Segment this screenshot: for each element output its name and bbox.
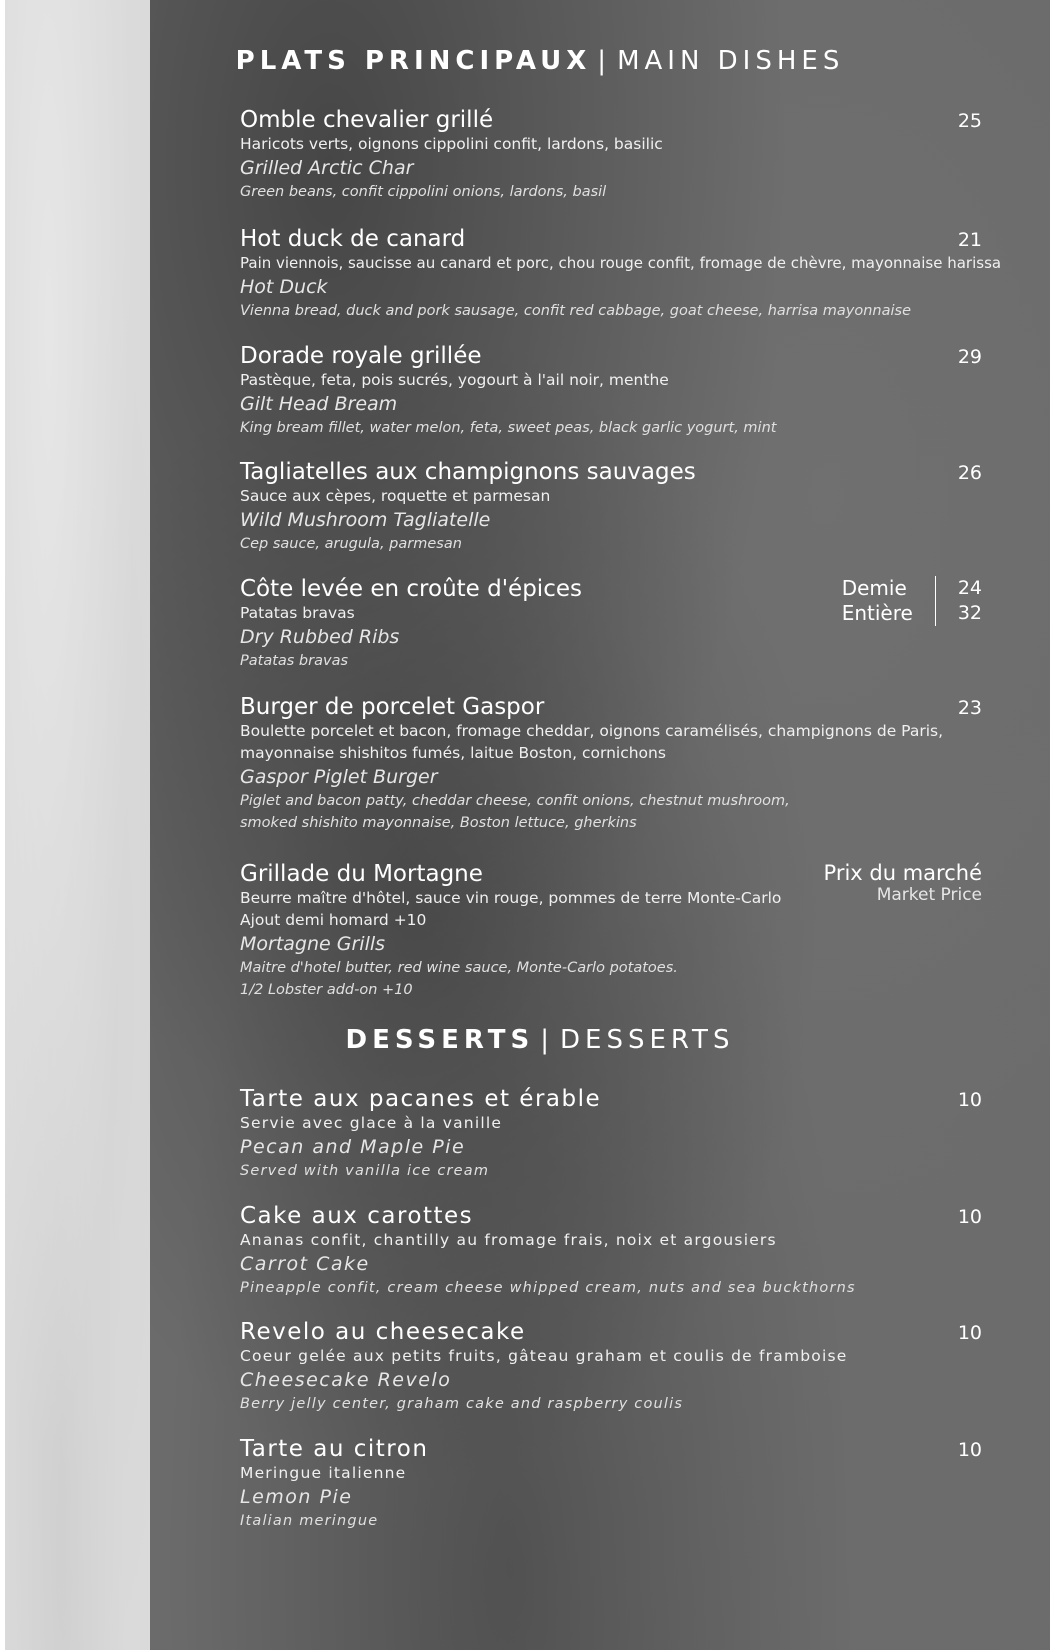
desserts-heading-en: DESSERTS (560, 1025, 735, 1055)
portion-labels (842, 576, 935, 626)
item-description: Ajout demi homard +10 (240, 911, 427, 929)
item-name-en: Mortagne Grills (240, 933, 386, 955)
item-name: Omble chevalier grillé (240, 107, 494, 133)
item-price: 29 (957, 346, 982, 368)
dessert-item-revelo (240, 1319, 982, 1415)
main-heading-fr: PLATS PRINCIPAUX (235, 46, 592, 76)
item-price: 10 (957, 1439, 982, 1461)
split-price (842, 576, 982, 626)
item-description: Pastèque, feta, pois sucrés, yogourt à l'ail noir, menthe (240, 371, 669, 389)
item-description-en: King bream fillet, water melon, feta, sweet peas, black garlic yogurt, mint (240, 420, 777, 436)
item-price: 10 (957, 1089, 982, 1111)
item-name-en: Lemon Pie (240, 1486, 353, 1508)
item-price: 25 (957, 110, 982, 132)
market-price (824, 861, 982, 905)
item-name: Grillade du Mortagne (240, 861, 483, 887)
item-description: Boulette porcelet et bacon, fromage cheddar, oignons caramélisés, champignons de Paris, (240, 722, 944, 740)
portion-label-half: Demie (841, 576, 907, 600)
item-description: Ananas confit, chantilly au fromage frais, noix et argousiers (240, 1231, 777, 1249)
item-name: Tarte aux pacanes et érable (240, 1086, 602, 1112)
item-price: 23 (957, 697, 982, 719)
desserts-heading-separator: | (540, 1025, 554, 1055)
portion-prices (936, 576, 982, 626)
item-name-en: Pecan and Maple Pie (240, 1136, 466, 1158)
item-name: Dorade royale grillée (240, 343, 482, 369)
item-name-en: Dry Rubbed Ribs (240, 626, 400, 648)
item-price: 26 (957, 462, 982, 484)
dessert-item-cake-carottes (240, 1203, 982, 1299)
item-description-en: Piglet and bacon patty, cheddar cheese, confit onions, chestnut mushroom, (240, 793, 790, 809)
main-dishes-heading (150, 46, 930, 76)
main-heading-separator: | (597, 46, 612, 76)
item-description-en: Italian meringue (240, 1513, 379, 1529)
menu-item-grillade (240, 861, 982, 1001)
item-description: Patatas bravas (240, 604, 355, 622)
item-name: Tarte au citron (240, 1436, 429, 1462)
item-name: Cake aux carottes (240, 1203, 474, 1229)
menu-panel (150, 0, 1050, 1650)
item-description-en: Green beans, confit cippolini onions, lardons, basil (240, 184, 607, 200)
main-heading-en: MAIN DISHES (617, 46, 845, 76)
dessert-item-tarte-pacanes (240, 1086, 982, 1182)
item-description-en: smoked shishito mayonnaise, Boston lettuce, gherkins (240, 815, 637, 831)
menu-item-tagliatelles (240, 459, 982, 555)
item-description: Haricots verts, oignons cippolini confit, lardons, basilic (240, 135, 663, 153)
item-description-en: Patatas bravas (240, 653, 349, 669)
item-name-en: Grilled Arctic Char (240, 157, 414, 179)
item-name: Tagliatelles aux champignons sauvages (240, 459, 696, 485)
item-description: Sauce aux cèpes, roquette et parmesan (240, 487, 551, 505)
item-name-en: Gilt Head Bream (240, 393, 398, 415)
item-name-en: Gaspor Piglet Burger (240, 766, 438, 788)
dessert-item-tarte-citron (240, 1436, 982, 1532)
item-description: Servie avec glace à la vanille (240, 1114, 503, 1132)
desserts-heading (150, 1025, 930, 1055)
item-description: Meringue italienne (240, 1464, 407, 1482)
market-price-en: Market Price (876, 885, 982, 905)
item-name-en: Hot Duck (240, 276, 328, 298)
item-description-en: Served with vanilla ice cream (240, 1163, 490, 1179)
item-description-en: Berry jelly center, graham cake and raspberry coulis (240, 1396, 684, 1412)
price-full: 32 (957, 602, 982, 624)
menu-item-cote-levee (240, 576, 982, 672)
item-description-en: 1/2 Lobster add-on +10 (240, 982, 413, 998)
item-name: Côte levée en croûte d'épices (240, 576, 582, 602)
item-name-en: Cheesecake Revelo (240, 1369, 452, 1391)
item-description: mayonnaise shishitos fumés, laitue Boston, cornichons (240, 744, 666, 762)
item-description: Pain viennois, saucisse au canard et porc, chou rouge confit, fromage de chèvre, mayonnaise harissa (240, 254, 1002, 272)
item-description-en: Maitre d'hotel butter, red wine sauce, Monte-Carlo potatoes. (240, 960, 678, 976)
price-half: 24 (957, 577, 982, 599)
item-price: 10 (957, 1322, 982, 1344)
menu-item-omble (240, 107, 982, 203)
item-name-en: Carrot Cake (240, 1253, 370, 1275)
market-price-fr: Prix du marché (823, 861, 982, 885)
menu-item-dorade (240, 343, 982, 439)
item-name: Revelo au cheesecake (240, 1319, 526, 1345)
item-name: Hot duck de canard (240, 226, 466, 252)
item-description: Beurre maître d'hôtel, sauce vin rouge, pommes de terre Monte-Carlo (240, 889, 782, 907)
desserts-heading-fr: DESSERTS (345, 1025, 535, 1055)
item-description: Coeur gelée aux petits fruits, gâteau graham et coulis de framboise (240, 1347, 848, 1365)
portion-label-full: Entière (841, 601, 913, 625)
stone-texture-strip (5, 0, 150, 1650)
item-name-en: Wild Mushroom Tagliatelle (240, 509, 491, 531)
item-description-en: Pineapple confit, cream cheese whipped cream, nuts and sea buckthorns (240, 1280, 856, 1296)
item-description-en: Vienna bread, duck and pork sausage, confit red cabbage, goat cheese, harrisa mayonnaise (240, 303, 912, 319)
menu-item-burger (240, 694, 982, 834)
item-price: 10 (957, 1206, 982, 1228)
menu-item-hot-duck (240, 226, 1002, 322)
item-name: Burger de porcelet Gaspor (240, 694, 545, 720)
item-description-en: Cep sauce, arugula, parmesan (240, 536, 462, 552)
item-price: 21 (957, 229, 982, 251)
